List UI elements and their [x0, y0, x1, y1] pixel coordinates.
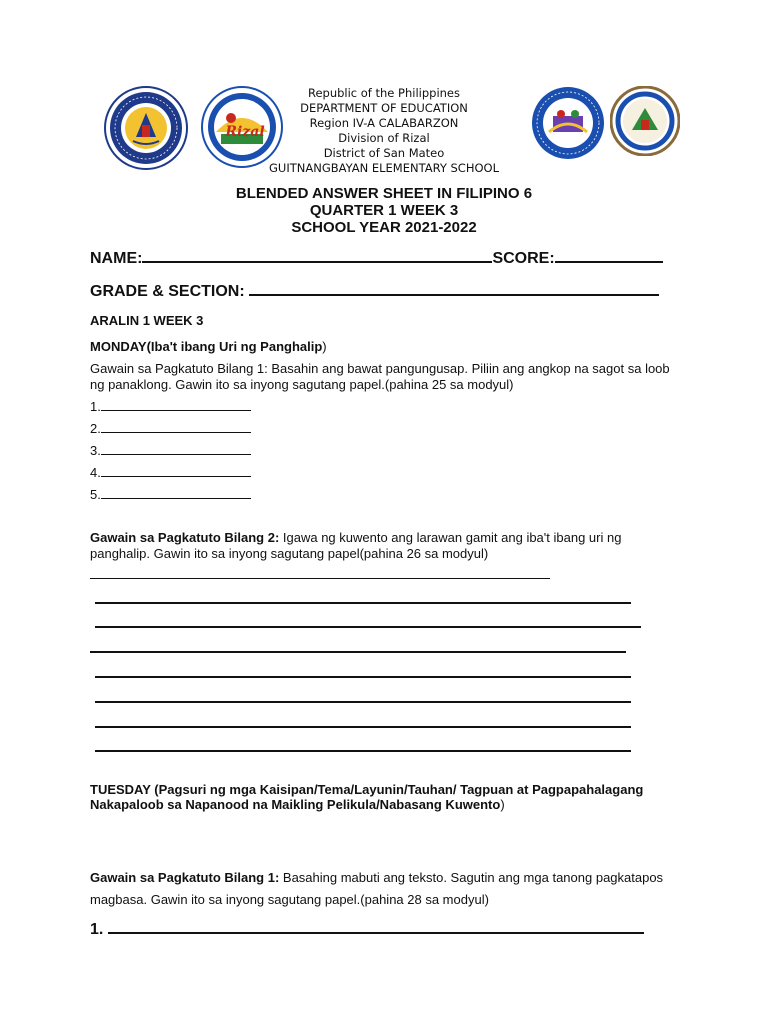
answer-blank-5[interactable] [101, 488, 251, 499]
answer-blank-4[interactable] [101, 466, 251, 477]
story-line[interactable] [95, 726, 631, 728]
answer-blank-1[interactable] [101, 400, 251, 411]
tuesday-answer-blank[interactable] [108, 920, 644, 934]
grade-section-blank[interactable] [249, 282, 659, 296]
monday-gawain-2-label: Gawain sa Pagkatuto Bilang 2: [90, 530, 280, 545]
score-blank[interactable] [555, 249, 663, 263]
monday-heading-close: ) [322, 339, 327, 354]
tuesday-answer-number: 1. [90, 921, 104, 938]
grade-section-row [90, 282, 659, 301]
monday-gawain-2-text: Igawa ng kuwento ang larawan gamit ang iba't ibang uri ng panghalip. Gawin ito sa inyong sagutang papel(pahina 26 sa modyul) [90, 530, 622, 561]
tuesday-gawain-1-text: Basahing mabuti ang teksto. Sagutin ang mga tanong pagkatapos magbasa. Gawin ito sa inyong sagutang papel.(pahina 28 sa modyul) [90, 870, 664, 907]
grade-section-label: GRADE & SECTION: [90, 283, 245, 300]
title-line-1: BLENDED ANSWER SHEET IN FILIPINO 6 [235, 185, 533, 202]
monday-answer-5: 5. [90, 487, 251, 502]
answer-blank-2[interactable] [101, 422, 251, 433]
title-line-3: SCHOOL YEAR 2021-2022 [291, 219, 477, 236]
monday-answer-1: 1. [90, 399, 251, 414]
monday-heading [90, 339, 680, 355]
tuesday-answer-1 [90, 920, 644, 939]
header-line-region: Region IV-A CALABARZON [309, 116, 459, 130]
document-title [0, 185, 768, 236]
monday-answer-3: 3. [90, 443, 251, 458]
header-line-district: District of San Mateo [323, 146, 445, 160]
tuesday-gawain-1-instructions [90, 867, 680, 911]
header-line-school: GUITNANGBAYAN ELEMENTARY SCHOOL [269, 161, 499, 175]
tuesday-heading [90, 782, 650, 812]
story-line[interactable] [95, 626, 641, 628]
answer-blank-3[interactable] [101, 444, 251, 455]
story-line[interactable] [95, 750, 631, 752]
name-label: NAME: [90, 250, 143, 267]
monday-gawain-2-instructions [90, 530, 680, 562]
name-score-row [90, 249, 663, 268]
story-line[interactable] [95, 602, 631, 604]
monday-answer-4: 4. [90, 465, 251, 480]
monday-answer-2: 2. [90, 421, 251, 436]
school-header [0, 86, 768, 176]
story-line[interactable] [95, 676, 631, 678]
tuesday-heading-close: ) [500, 797, 505, 812]
lesson-label: ARALIN 1 WEEK 3 [90, 313, 204, 328]
name-blank[interactable] [142, 249, 492, 263]
title-line-2: QUARTER 1 WEEK 3 [309, 202, 459, 219]
tuesday-heading-text: TUESDAY (Pagsuri ng mga Kaisipan/Tema/Layunin/Tauhan/ Tagpuan at Pagpapahalagang Nakapaloob sa Napanood na Maikling Pelikula/Nabasang Kuwento [90, 782, 644, 812]
tuesday-gawain-1-label: Gawain sa Pagkatuto Bilang 1: [90, 870, 280, 885]
score-label: SCORE: [492, 250, 555, 267]
monday-gawain-1-instructions: Gawain sa Pagkatuto Bilang 1: Basahin ang bawat pangungusap. Piliin ang angkop na sagot sa loob ng panaklong. Gawin ito sa inyong sagutang papel.(pahina 25 sa modyul) [90, 361, 670, 392]
story-line[interactable] [90, 651, 626, 653]
header-line-deped: DEPARTMENT OF EDUCATION [300, 101, 468, 115]
header-line-republic: Republic of the Philippines [307, 86, 461, 100]
story-line[interactable] [90, 578, 550, 579]
header-line-division: Division of Rizal [338, 131, 430, 145]
story-line[interactable] [95, 701, 631, 703]
svg-text:Rizal: Rizal [225, 124, 265, 140]
monday-heading-text: MONDAY(Iba't ibang Uri ng Panghalip [90, 339, 323, 354]
